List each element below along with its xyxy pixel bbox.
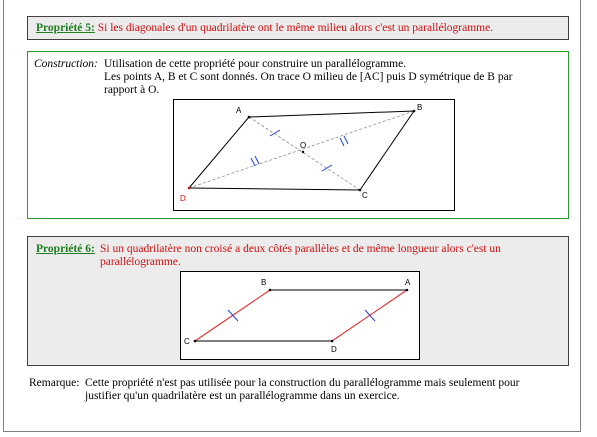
construction-box	[27, 51, 569, 219]
side-ab	[249, 111, 414, 117]
point-o	[302, 151, 304, 153]
remark-text	[85, 377, 569, 403]
property-6-line-2: parallélogramme.	[100, 256, 181, 268]
parallelogram-parallel-sides-diagram	[181, 272, 421, 361]
point-d	[331, 340, 334, 343]
diagonal-ac	[249, 117, 360, 190]
property-6-title: Propriété 6:	[36, 243, 95, 255]
label-c: C	[362, 191, 368, 200]
label-o: O	[300, 141, 307, 150]
label-d: D	[180, 194, 186, 203]
tick-ao	[270, 130, 280, 136]
construction-label: Construction:	[34, 58, 98, 70]
label-a: A	[405, 278, 411, 287]
tick-bo-1	[340, 138, 344, 146]
remark-line-1: Cette propriété n'est pas utilisée pour la construction du parallélogramme mais seulement pour	[85, 377, 520, 389]
construction-line-1: Utilisation de cette propriété pour construire un parallélogramme.	[104, 58, 407, 70]
point-d	[188, 187, 191, 190]
tick-od-1	[251, 158, 255, 166]
point-a	[248, 116, 251, 119]
property-6-box	[27, 236, 569, 366]
point-b	[413, 110, 416, 113]
tick-bo-2	[344, 136, 348, 144]
point-c	[194, 340, 197, 343]
label-b: B	[417, 103, 423, 112]
tick-da	[365, 310, 375, 321]
point-c	[359, 189, 362, 192]
construction-text	[104, 58, 564, 97]
property-5-box	[27, 16, 569, 40]
construction-figure	[173, 99, 455, 211]
label-d: D	[331, 345, 337, 354]
tick-od-2	[255, 156, 259, 164]
property-6-text	[100, 243, 562, 269]
construction-line-2: Les points A, B et C sont donnés. On trace O milieu de [AC] puis D symétrique de B par	[104, 71, 513, 83]
tick-oc	[322, 165, 332, 171]
remark-line-2: justifier qu'un quadrilatère est un parallélogramme dans un exercice.	[85, 390, 400, 402]
remark-label: Remarque:	[29, 377, 80, 389]
property-5-title: Propriété 5:	[36, 22, 95, 34]
property-5-statement	[36, 22, 493, 34]
label-c: C	[184, 337, 190, 346]
point-a	[406, 289, 409, 292]
label-b: B	[261, 278, 267, 287]
label-a: A	[236, 106, 242, 115]
point-b	[269, 289, 272, 292]
property-6-figure	[180, 271, 420, 360]
side-cd	[189, 188, 360, 190]
construction-line-3: rapport à O.	[104, 84, 160, 96]
property-5-text: Si les diagonales d'un quadrilatère ont le même milieu alors c'est un parallélogramme.	[97, 22, 494, 34]
property-6-line-1: Si un quadrilatère non croisé a deux côtés parallèles et de même longueur alors c'est un	[100, 243, 501, 255]
side-bc	[360, 111, 414, 190]
tick-cb	[228, 310, 238, 321]
parallelogram-diagonals-diagram	[174, 100, 456, 212]
